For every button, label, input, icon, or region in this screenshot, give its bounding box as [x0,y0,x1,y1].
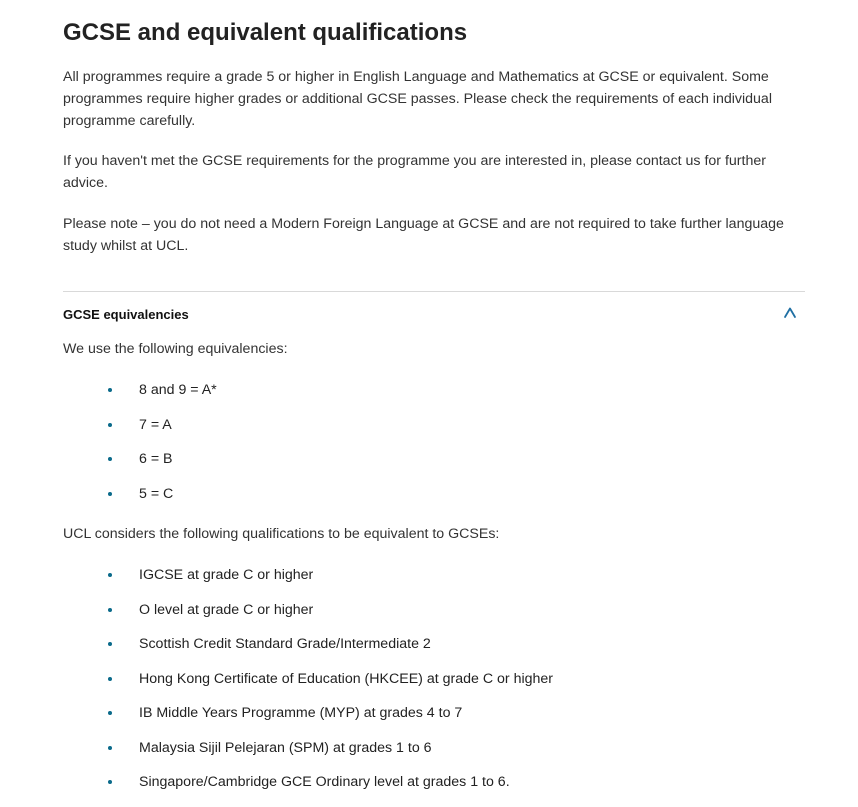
chevron-up-icon[interactable] [783,306,797,320]
list-item [63,634,805,669]
list-item-text: IB Middle Years Programme (MYP) at grades 4 to 7 [139,705,463,721]
grades-list [63,380,805,518]
bullet-icon [108,677,112,681]
accordion-title: GCSE equivalencies [63,307,189,322]
list-item [63,669,805,704]
bullet-icon [108,388,112,392]
list-item-text: Singapore/Cambridge GCE Ordinary level at grades 1 to 6. [139,774,510,790]
bullet-icon [108,780,112,784]
grades-intro-text: We use the following equivalencies: [63,341,288,357]
qualifications-intro-text: UCL considers the following qualifications to be equivalent to GCSEs: [63,526,500,542]
page-title: GCSE and equivalent qualifications [63,19,468,46]
list-item-text: IGCSE at grade C or higher [139,567,314,583]
list-item [63,565,805,600]
list-item [63,738,805,773]
list-item-text: Hong Kong Certificate of Education (HKCEE) at grade C or higher [139,670,554,687]
list-item-text: 7 = A [139,416,172,433]
accordion-header-gcse-equivalencies[interactable] [63,300,805,330]
intro-paragraph-contact: If you haven't met the GCSE requirements for the programme you are interested in, please contact us for further advice. [63,153,766,191]
bullet-icon [108,608,112,612]
list-item-text: Scottish Credit Standard Grade/Intermediate 2 [139,636,431,652]
list-item [63,600,805,635]
bullet-icon [108,457,112,461]
list-item-text: 6 = B [139,451,173,467]
list-item-text: O level at grade C or higher [139,601,314,618]
bullet-icon [108,711,112,715]
list-item [63,703,805,738]
list-item [63,415,805,450]
bullet-icon [108,573,112,577]
bullet-icon [108,746,112,750]
accordion-divider [63,291,805,292]
list-item-text: 5 = C [139,485,174,502]
list-item [63,772,805,807]
bullet-icon [108,492,112,496]
list-item-text: 8 and 9 = A* [139,382,217,398]
list-item-text: Malaysia Sijil Pelejaran (SPM) at grades 1 to 6 [139,739,432,756]
intro-paragraph-language-note: Please note – you do not need a Modern Foreign Language at GCSE and are not required to take further language study whilst at UCL. [63,216,784,254]
bullet-icon [108,423,112,427]
qualifications-list [63,565,805,807]
list-item [63,484,805,519]
list-item [63,380,805,415]
bullet-icon [108,642,112,646]
list-item [63,449,805,484]
intro-paragraph-requirements: All programmes require a grade 5 or higher in English Language and Mathematics at GCSE or equivalent. Some programmes require higher grades or additional GCSE passes. Please check the requirements of each individual programme carefully. [63,69,772,129]
